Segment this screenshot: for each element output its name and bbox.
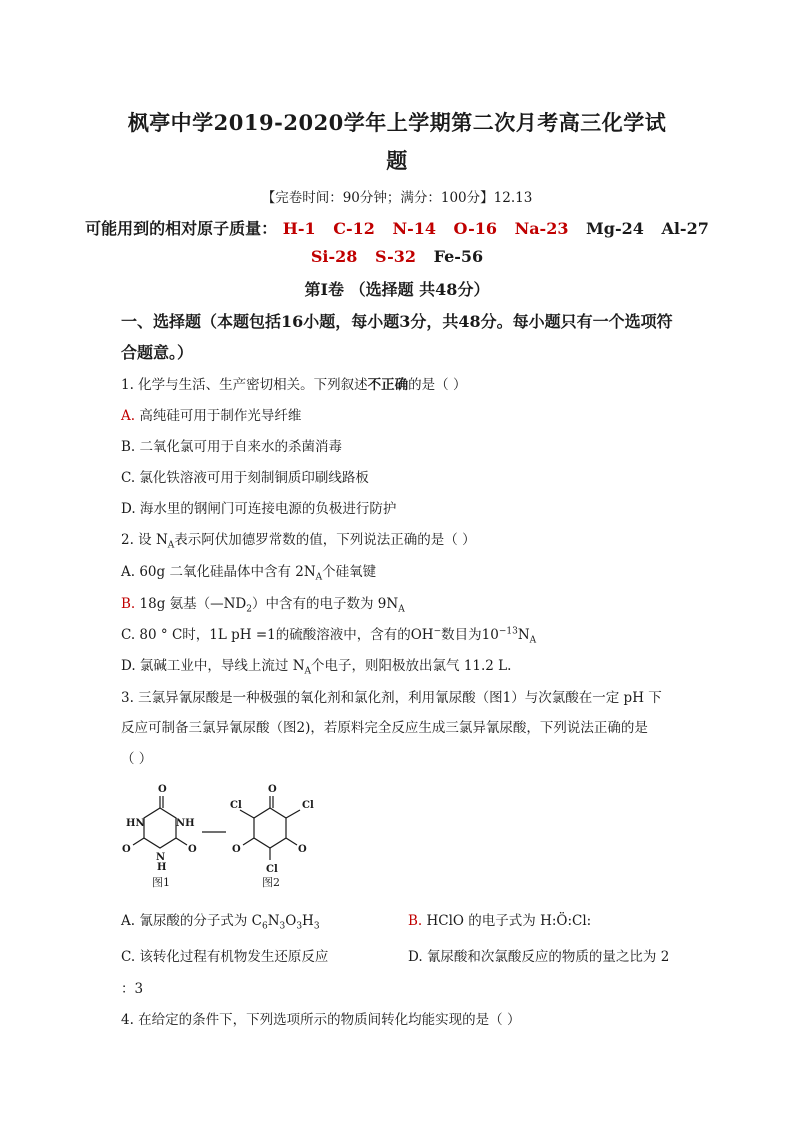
svg-text:NH: NH (176, 818, 195, 829)
question-2-option-a: A. 60g 二氧化硅晶体中含有 $2N_A$个硅氧键 (121, 564, 377, 583)
svg-text:Cl: Cl (266, 864, 278, 875)
question-3-stem-line3: （ ） (121, 751, 153, 767)
question-3-stem-line1: 3. 三氯异氰尿酸是一种极强的氧化剂和氯化剂，利用氰尿酸（图1）与次氯酸在一定 pH 下 (121, 690, 662, 706)
atomic-mass-item: S-32 (374, 247, 416, 266)
atomic-masses-line2 (0, 247, 794, 266)
exam-title-line2: 题 (386, 148, 408, 173)
svg-text:Cl: Cl (230, 800, 242, 811)
atomic-masses-line1 (0, 216, 794, 239)
question-1-option-c: C. 氯化铁溶液可用于刻制铜质印刷线路板 (121, 470, 369, 486)
exam-title-line1: 枫亭中学2019-2020学年上学期第二次月考高三化学试 (127, 110, 667, 135)
atomic-mass-item: Al-27 (661, 219, 709, 238)
atomic-mass-item: C-12 (333, 219, 375, 238)
question-2-stem: 2. 设 $N_A$表示阿伏加德罗常数的值，下列说法正确的是（ ） (121, 532, 476, 551)
svg-text:O: O (158, 784, 167, 795)
question-1-option-a: A. 高纯硅可用于制作光导纤维 (121, 408, 302, 424)
question-2-option-d: D. 氯碱工业中，导线上流过 $N_A$个电子，则阳极放出氯气 11.2 L. (121, 658, 512, 677)
svg-text:Cl: Cl (302, 800, 314, 811)
svg-text:O: O (122, 844, 131, 855)
cyanuric-acid-structures-image (118, 780, 318, 890)
exam-info: 【完卷时间：90分钟；满分：100分】12.13 (261, 190, 533, 206)
atomic-masses-label: 可能用到的相对原子质量： (85, 219, 278, 238)
atomic-mass-item: Fe-56 (433, 247, 484, 266)
structure-figures (118, 780, 318, 890)
figure-1-label: 图1 (152, 876, 170, 889)
atomic-mass-item: Mg-24 (586, 219, 644, 238)
atomic-mass-item: H-1 (282, 219, 316, 238)
question-2-option-b: B. 18g 氨基$(—ND_2)$中含有的电子数为 $9N_A$ (121, 596, 405, 615)
question-2-option-c: C. 80 ° C时，1L pH =1的硫酸溶液中，含有的OH−数目为$10^{-13}N_A$ (121, 626, 537, 646)
question-3-option-d: D. 氰尿酸和次氯酸反应的物质的量之比为 2 (408, 949, 670, 965)
atomic-mass-item: O-16 (453, 219, 497, 238)
section-heading: 一、选择题（本题包括16小题，每小题3分，共48分。每小题只有一个选项符合题意。） (121, 312, 673, 362)
svg-text:H: H (157, 862, 167, 873)
question-3-option-b: B. HClO 的电子式为 H:Ö:Cl: (408, 913, 592, 929)
question-3-option-c: C. 该转化过程有机物发生还原反应 (121, 949, 329, 965)
question-1-stem: 1. 化学与生活、生产密切相关。下列叙述不正确的是（ ） (121, 377, 467, 393)
question-3-stem-line2: 反应可制备三氯异氰尿酸（图2)，若原料完全反应生成三氯异氰尿酸，下列说法正确的是 (121, 720, 648, 736)
question-3-option-d-continued: ：3 (121, 981, 144, 997)
svg-text:O: O (188, 844, 197, 855)
atomic-mass-item: Si-28 (310, 247, 358, 266)
question-4-stem: 4. 在给定的条件下，下列选项所示的物质间转化均能实现的是（ ） (121, 1012, 521, 1028)
svg-text:N: N (156, 852, 166, 863)
question-1-option-d: D. 海水里的钢闸门可连接电源的负极进行防护 (121, 501, 397, 517)
svg-text:O: O (298, 844, 307, 855)
atomic-mass-item: N-14 (392, 219, 436, 238)
volume-heading: 第Ⅰ卷 （选择题 共48分） (304, 280, 490, 299)
emphasis-text: 不正确 (367, 377, 409, 393)
svg-text:HN: HN (126, 818, 145, 829)
question-3-option-a: A. 氰尿酸的分子式为 $C_6N_3O_3H_3$ (121, 913, 320, 932)
svg-text:O: O (232, 844, 241, 855)
question-1-option-b: B. 二氧化氯可用于自来水的杀菌消毒 (121, 439, 343, 455)
svg-text:O: O (268, 784, 277, 795)
atomic-mass-item: Na-23 (514, 219, 569, 238)
figure-2-label: 图2 (262, 876, 280, 889)
